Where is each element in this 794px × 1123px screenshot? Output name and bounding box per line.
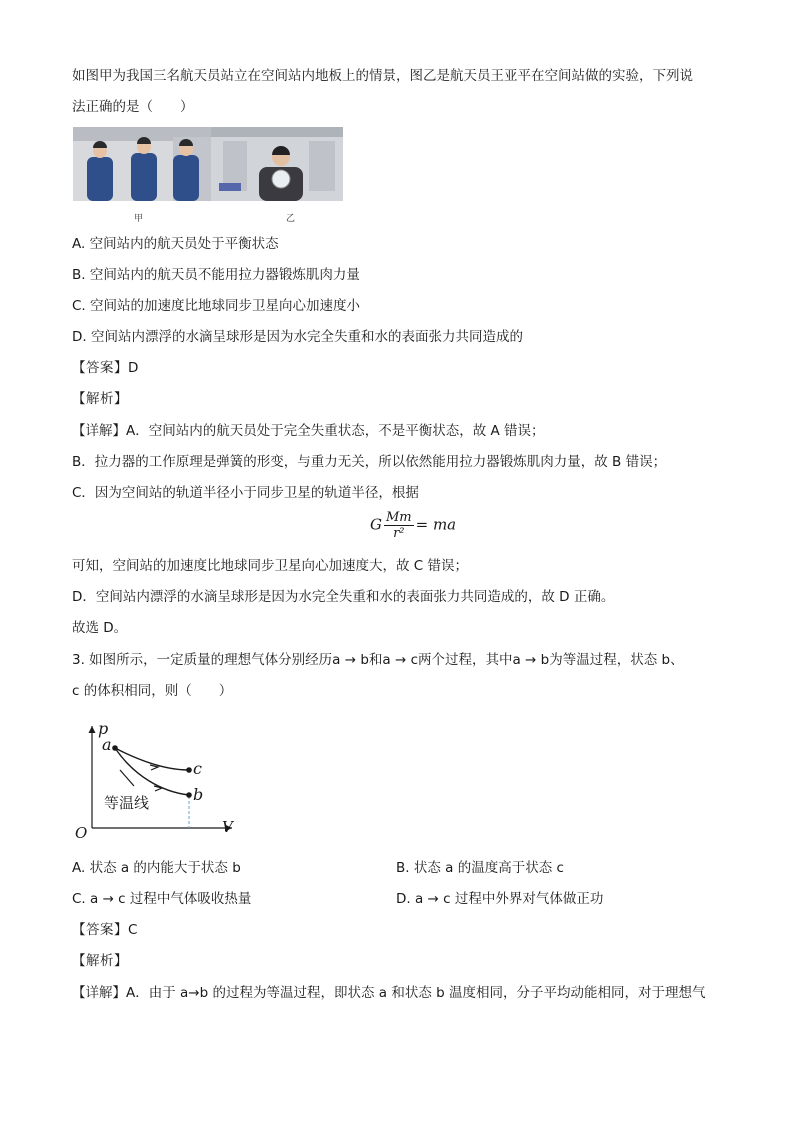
caption-yi: 乙 [286, 214, 296, 224]
caption-jia: 甲 [134, 214, 144, 224]
q2-detail-line-3: C．因为空间站的轨道半径小于同步卫星的轨道半径，根据 [72, 485, 419, 501]
q2-detail-line-2: B．拉力器的工作原理是弹簧的形变，与重力无关，所以依然能用拉力器锻炼肌肉力量，故 B 错误； [72, 454, 667, 470]
gravity-formula [370, 510, 456, 541]
formula-g: G [370, 515, 382, 534]
q2-option-c: C. 空间站的加速度比地球同步卫星向心加速度小 [72, 298, 361, 314]
isotherm-a-to-b [115, 748, 189, 795]
o-label: O [75, 824, 88, 842]
q3-detail-line: 【详解】A．由于 a→b 的过程为等温过程，即状态 a 和状态 b 温度相同，分子平均动能相同，对于理想气 [72, 985, 706, 1001]
p-label: p [98, 719, 109, 738]
v-label: V [222, 818, 233, 836]
q2-analysis-label: 【解析】 [72, 391, 128, 407]
q2-after-line-3: 故选 D。 [72, 620, 128, 636]
q2-option-d: D. 空间站内漂浮的水滴呈球形是因为水完全失重和水的表面张力共同造成的 [72, 329, 523, 345]
q3-option-c: C. a → c 过程中气体吸收热量 [72, 891, 252, 907]
q3-option-b: B. 状态 a 的温度高于状态 c [396, 860, 564, 876]
q2-detail-line-1: 【详解】A．空间站内的航天员处于完全失重状态，不是平衡状态，故 A 错误； [72, 423, 545, 439]
q2-option-a: A. 空间站内的航天员处于平衡状态 [72, 236, 279, 252]
q3-option-d: D. a → c 过程中外界对气体做正功 [396, 891, 604, 907]
formula-denominator: r² [393, 526, 405, 541]
q2-after-line-2: D．空间站内漂浮的水滴呈球形是因为水完全失重和水的表面张力共同造成的，故 D 正确。 [72, 589, 615, 605]
pv-diagram [72, 718, 252, 847]
q3-analysis-label: 【解析】 [72, 953, 128, 969]
label-pointer [120, 770, 134, 786]
curve-a-to-c [115, 748, 189, 770]
point-b [186, 792, 192, 798]
point-c [186, 767, 192, 773]
q2-option-b: B. 空间站内的航天员不能用拉力器锻炼肌肉力量 [72, 267, 360, 283]
q2-stem-line-1: 如图甲为我国三名航天员站立在空间站内地板上的情景，图乙是航天员王亚平在空间站做的实验，下列说 [72, 68, 693, 84]
formula-rhs: = ma [415, 515, 457, 534]
q2-stem-line-2: 法正确的是（ ） [72, 99, 194, 115]
q2-after-line-1: 可知，空间站的加速度比地球同步卫星向心加速度大，故 C 错误； [72, 558, 469, 574]
a-label: a [102, 735, 112, 754]
q3-option-a: A. 状态 a 的内能大于状态 b [72, 860, 241, 876]
point-a [112, 745, 118, 751]
q3-answer: 【答案】C [72, 922, 138, 938]
q3-stem-line-1: 3. 如图所示，一定质量的理想气体分别经历a → b和a → c两个过程，其中a → b为等温过程，状态 b、 [72, 652, 684, 668]
q2-answer: 【答案】D [72, 360, 139, 376]
isotherm-label: 等温线 [104, 794, 150, 812]
b-label: b [193, 785, 204, 804]
formula-numerator: Mm [385, 510, 412, 525]
astronaut-photo [73, 127, 343, 201]
c-label: c [193, 759, 202, 778]
q3-stem-line-2: c 的体积相同，则（ ） [72, 683, 233, 699]
